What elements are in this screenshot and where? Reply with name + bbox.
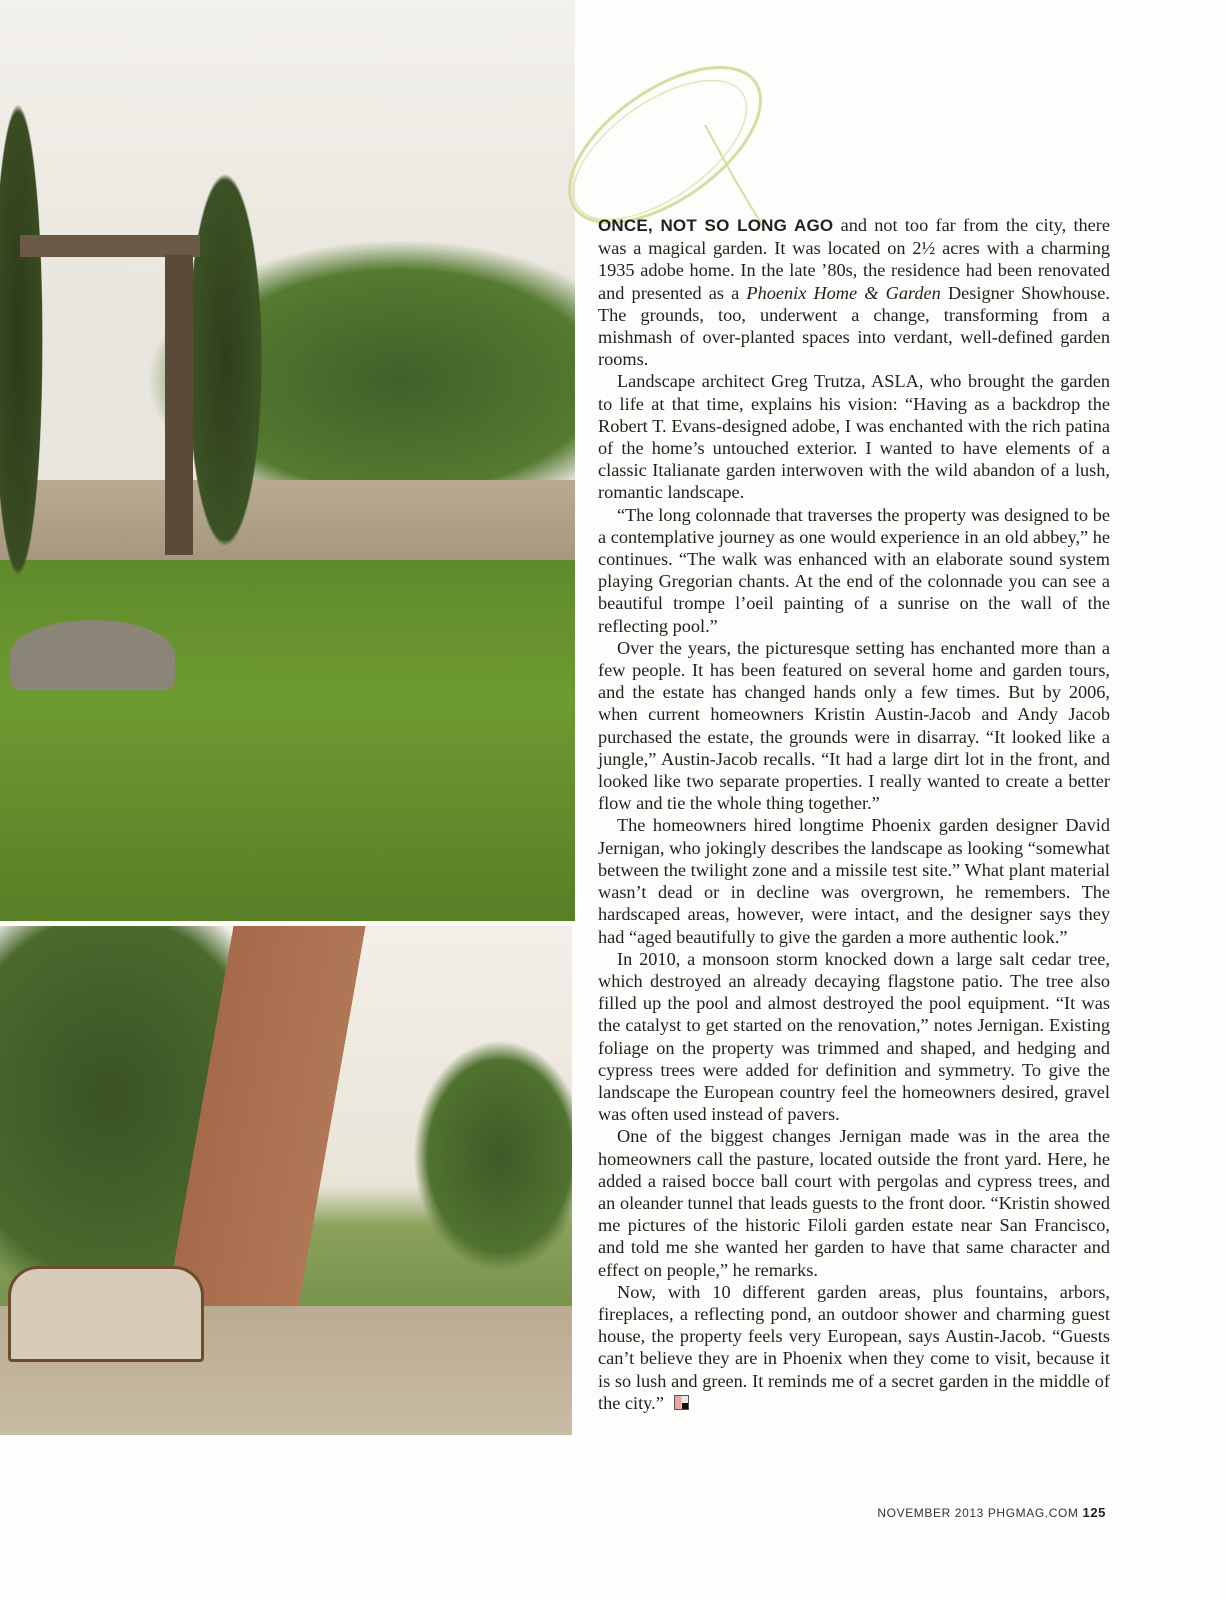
wrought-iron-bench — [8, 1266, 204, 1362]
paragraph-text: and not too far from the city, there was a magical garden. It was located on 2½ acres with a charming 1935 adobe home. In the late ’80s, the residence had been renovated and presented as a — [598, 215, 1110, 303]
article-paragraph: One of the biggest changes Jernigan made was in the area the homeowners call the pasture, located outside the front yard. Here, he added a raised bocce ball court with pergolas and cypress trees, and an oleander tunnel that leads guests to the front door. “Kristin showed me pictures of the historic Filoli garden estate near San Francisco, and told me she wanted her garden to have that same character and effect on people,” he remarks. — [598, 1126, 1110, 1280]
article-paragraph: Over the years, the picturesque setting has enchanted more than a few people. It has been featured on several home and garden tours, and the estate has changed hands only a few times. But by 2006, when current homeowners Kristin Austin-Jacob and Andy Jacob purchased the estate, the grounds were in disarray. “It looked like a jungle,” Austin-Jacob recalls. “It had a large dirt lot in the front, and looked like two separate properties. I really wanted to create a better flow and tie the whole thing together.” — [598, 637, 1110, 814]
paragraph-text: Now, with 10 different garden areas, plus fountains, arbors, fireplaces, a reflecting pond, an outdoor shower and charming guest house, the property feels very European, says Austin-Jacob. “Guests can’t believe they are in Phoenix when they come to visit, because it is so lush and green. It reminds me of a secret garden in the middle of the city.” — [598, 1281, 1110, 1413]
paragraph-text: Designer Showhouse. The grounds, too, underwent a change, transforming from a mishmash of over-planted spaces into verdant, well-defined garden rooms. — [598, 282, 1110, 370]
issue-date: NOVEMBER 2013 PHGMAG.COM — [877, 1506, 1079, 1520]
lead-in: ONCE, NOT SO LONG AGO — [598, 216, 834, 235]
article-paragraph: Landscape architect Greg Trutza, ASLA, who brought the garden to life at that time, explains his vision: “Having as a backdrop the Robert T. Evans-designed adobe, I was enchanted with the rich patina of the home’s untouched exterior. I wanted to have elements of a classic Italianate garden interwoven with the wild abandon of a lush, romantic landscape. — [598, 371, 1110, 503]
end-mark-icon — [674, 1395, 689, 1410]
pergola-post — [165, 255, 193, 555]
garden-path-photo — [0, 926, 572, 1435]
page-footer — [877, 1505, 1106, 1520]
article-paragraph: “The long colonnade that traverses the property was designed to be a contemplative journey as one would experience in an old abbey,” he continues. “The walk was enhanced with an elaborate sound system playing Gregorian chants. At the end of the colonnade you can see a beautiful trompe l’oeil painting of a sunrise on the wall of the reflecting pool.” — [598, 504, 1110, 636]
magazine-title: Phoenix Home & Garden — [746, 282, 941, 303]
article-paragraph — [598, 1281, 1110, 1414]
article-paragraph: The homeowners hired longtime Phoenix garden designer David Jernigan, who jokingly describes the landscape as looking “somewhat between the twilight zone and a missile test site.” What plant material wasn’t dead or in decline was overgrown, he remembers. The hardscaped areas, however, were intact, and the designer says they had “aged beautifully to give the garden a more authentic look.” — [598, 815, 1110, 947]
article-paragraph: In 2010, a monsoon storm knocked down a large salt cedar tree, which destroyed an already decaying flagstone patio. The tree also filled up the pool and almost destroyed the pool equipment. “It was the catalyst to get started on the renovation,” notes Jernigan. Existing foliage on the property was trimmed and shaped, and hedging and cypress trees were added for definition and symmetry. To give the landscape the European country feel the homeowners desired, gravel was often used instead of pavers. — [598, 948, 1110, 1125]
article-body — [598, 214, 1110, 1414]
garden-lawn-photo — [0, 0, 575, 921]
stone-steps — [10, 620, 175, 690]
article-paragraph — [598, 214, 1110, 370]
pergola-beam — [20, 235, 200, 257]
page-number: 125 — [1082, 1505, 1106, 1520]
